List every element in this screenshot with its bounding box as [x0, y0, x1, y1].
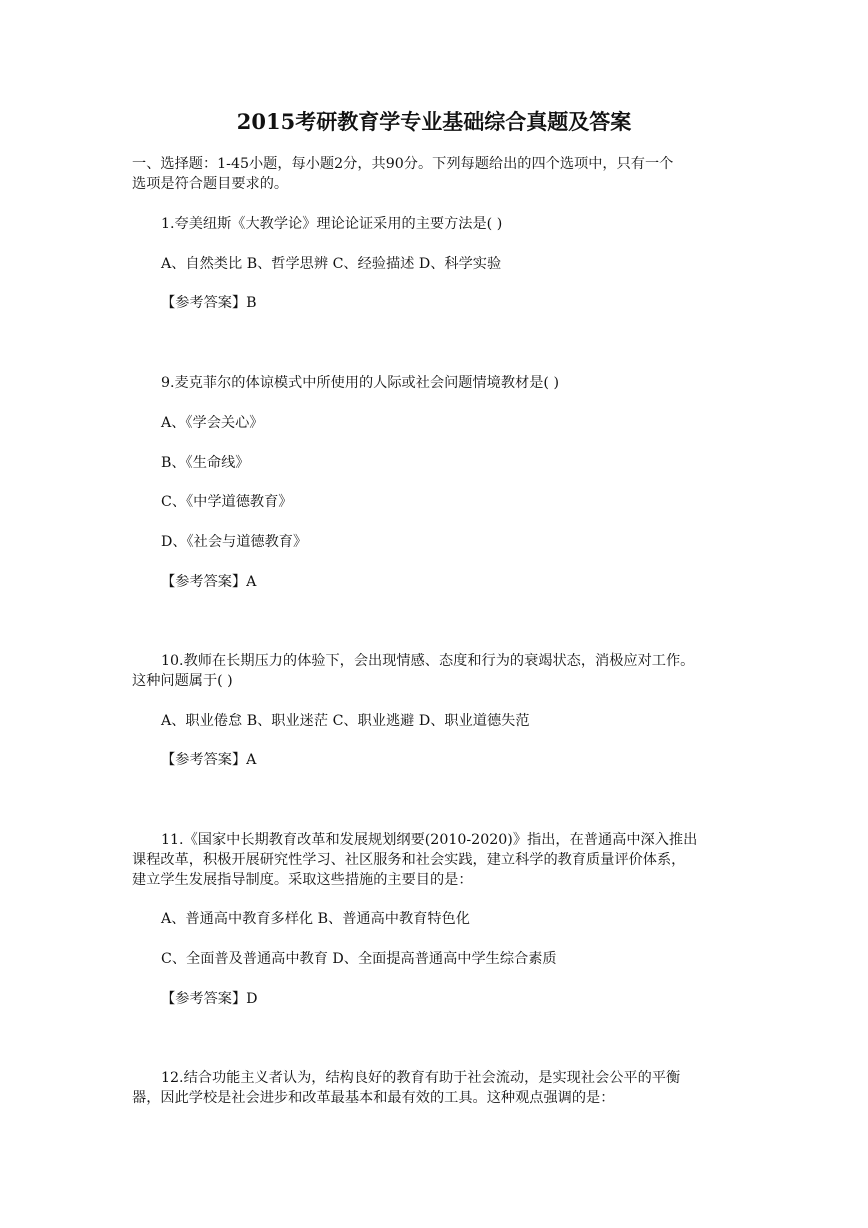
question-9-option-a: A、《学会关心》: [161, 415, 264, 431]
question-9-option-d: D、《社会与道德教育》: [161, 534, 308, 550]
question-12-stem-line-1: 12.结合功能主义者认为，结构良好的教育有助于社会流动，是实现社会公平的平衡: [161, 1070, 681, 1086]
question-11-options-row-1: A、普通高中教育多样化 B、普通高中教育特色化: [161, 911, 470, 927]
question-9-answer: 【参考答案】A: [161, 574, 257, 590]
question-9-stem: 9.麦克菲尔的体谅模式中所使用的人际或社会问题情境教材是( ): [161, 375, 559, 391]
question-1-answer: 【参考答案】B: [161, 295, 257, 311]
question-10-stem-line-2: 这种问题属于( ): [132, 673, 233, 689]
question-11-stem-line-3: 建立学生发展指导制度。采取这些措施的主要目的是：: [132, 872, 473, 888]
intro-line-2: 选项是符合题目要求的。: [132, 176, 289, 192]
question-12-stem-line-2: 器，因此学校是社会进步和改革最基本和最有效的工具。这种观点强调的是：: [132, 1090, 615, 1106]
question-10-answer: 【参考答案】A: [161, 752, 257, 768]
document-title: 2015考研教育学专业基础综合真题及答案: [236, 109, 632, 134]
question-10-stem-line-1: 10.教师在长期压力的体验下，会出现情感、态度和行为的衰竭状态，消极应对工作。: [161, 653, 695, 669]
question-11-stem-line-1: 11.《国家中长期教育改革和发展规划纲要(2010-2020)》指出，在普通高中深入推出: [161, 832, 698, 848]
question-9-option-c: C、《中学道德教育》: [161, 494, 293, 510]
question-11-answer: 【参考答案】D: [161, 991, 258, 1007]
question-1-stem: 1.夸美纽斯《大教学论》理论论证采用的主要方法是( ): [161, 216, 503, 232]
intro-line-1: 一、选择题：1-45小题，每小题2分，共90分。下列每题给出的四个选项中，只有一个: [132, 156, 674, 172]
question-11-options-row-2: C、全面普及普通高中教育 D、全面提高普通高中学生综合素质: [161, 951, 557, 967]
question-9-option-b: B、《生命线》: [161, 455, 250, 471]
question-1-options: A、自然类比 B、哲学思辨 C、经验描述 D、科学实验: [161, 256, 502, 272]
question-10-options: A、职业倦怠 B、职业迷茫 C、职业逃避 D、职业道德失范: [161, 713, 530, 729]
question-11-stem-line-2: 课程改革，积极开展研究性学习、社区服务和社会实践，建立科学的教育质量评价体系，: [132, 852, 686, 868]
